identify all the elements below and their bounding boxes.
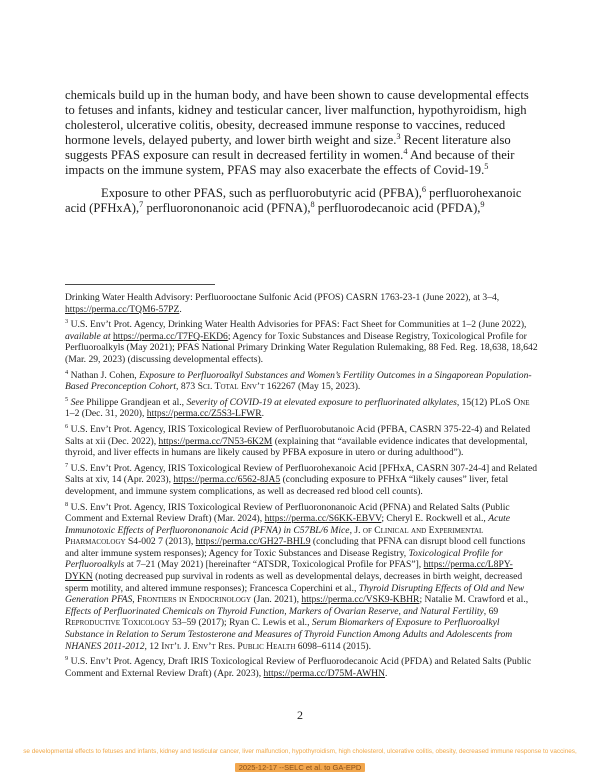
text-run: chemicals build up in the human body, and have been shown to cause developmental effects to fetuses and infants, kidney and testicular cancer, liver malfunction, hypothyroidism, high cholesterol, ulcerative colitis, obesity, decreased immune response to vaccines, reduced hormone levels, delayed puberty, and lower birth weight and size. xyxy=(65,88,529,147)
text-run: Thyroid Disrupting Effects of Old and New Generation PFAS xyxy=(65,582,525,606)
text-run: Exposure to other PFAS, such as perfluorobutyric acid (PFBA), xyxy=(101,186,422,200)
text-run: 4 xyxy=(65,368,69,376)
text-run: Acute Immunotoxic Effects of Perfluorononanoic Acid (PFNA) in C57BL/6 Mice xyxy=(65,513,511,536)
text-run: And because of their impacts on the immune system, PFAS may also exacerbate the effects of Covid-19. xyxy=(65,148,515,177)
text-run: 162267 (May 15, 2023). xyxy=(264,381,361,393)
text-run: 6 xyxy=(65,422,69,430)
text-run: Toxicological Profile for Perfluoroalkyls xyxy=(65,547,503,571)
text-run: (concluding that PFNA can disrupt blood cell functions and alter immune system responses); Agency for Toxic Substances and Disease Registry, xyxy=(65,536,526,559)
annotation-label[interactable]: 2025-12-17 --SELC et al. to GA-EPD xyxy=(235,763,366,772)
link[interactable]: https://perma.cc/T7FQ-EKD6 xyxy=(112,330,228,342)
text-run: 53–59 (2017); Ryan C. Lewis et al., xyxy=(169,617,312,629)
page-number: 2 xyxy=(297,708,303,722)
text-run: , xyxy=(132,594,138,606)
text-run: Severity of COVID-19 at elevated exposure to perfluorinated alkylates xyxy=(186,396,457,408)
text-run: 9 xyxy=(65,655,69,663)
text-run: Exposure to Perfluoroalkyl Substances and Women’s Fertility Outcomes in a Singaporean Population-Based Preconception Cohort xyxy=(65,369,532,393)
footnote-4 xyxy=(65,370,539,393)
text-run: perfluorononanoic acid (PFNA), xyxy=(143,201,311,215)
text-run: Effects of Perfluorinated Chemicals on Thyroid Function, Markers of Ovarian Reserve, and Natural Fertility xyxy=(65,605,484,617)
body-text-block xyxy=(65,88,538,216)
text-run: 3 xyxy=(65,318,69,325)
text-run: 5 xyxy=(65,395,69,403)
annotation-label-row xyxy=(0,757,600,776)
body-paragraph-1 xyxy=(65,88,538,178)
text-run: Frontiers in Endocrinology xyxy=(137,594,252,606)
text-run: ; Cheryl E. Rockwell et al., xyxy=(381,513,489,525)
text-run: . xyxy=(179,303,182,315)
text-run: Philippe Grandjean et al., xyxy=(83,396,187,408)
annotation-bar xyxy=(0,748,600,776)
text-run: Drinking Water Health Advisory: Perfluorooctane Sulfonic Acid (PFOS) CASRN 1763-23-1 (June 2022), at 3–4, xyxy=(65,292,500,303)
link[interactable]: https://perma.cc/D75M-AWHN xyxy=(263,667,386,679)
text-run: 5 xyxy=(484,161,489,171)
text-run: available at xyxy=(65,330,111,342)
text-run: Reproductive Toxicology xyxy=(65,617,170,629)
text-run: U.S. Env’t Prot. Agency, IRIS Toxicological Review of Perfluorononanoic Acid (PFNA) and Related Salts (Public Comment and External Review Draft) (Mar. 2024), xyxy=(65,501,510,525)
link[interactable]: https://perma.cc/VSK9-KBHR xyxy=(301,594,420,606)
link[interactable]: https://perma.cc/7N53-6K2M xyxy=(158,435,273,447)
link[interactable]: https://perma.cc/GH27-BHL9 xyxy=(195,536,311,548)
text-run: 4 xyxy=(403,146,408,156)
text-run: See xyxy=(70,396,84,408)
text-run: (noting decreased pup survival in rodents as well as developmental delays, decreases in birth weight, decreased sperm motility, and altered immune responses); Francesca Coperchini et al., xyxy=(65,571,523,594)
text-run: . xyxy=(261,408,265,420)
text-run: perfluorodecanoic acid (PFDA), xyxy=(314,201,481,215)
text-run: Sci. Total Env’t xyxy=(197,381,265,393)
text-run: 3 xyxy=(396,131,401,141)
text-run: U.S. Env’t Prot. Agency, Draft IRIS Toxicological Review of Perfluorodecanoic Acid (PFDA) and Related Salts (Public Comment and External Review Draft) (Apr. 2023), xyxy=(65,656,532,679)
text-run: ; Natalie M. Crawford et al., xyxy=(419,594,529,606)
link[interactable]: https://perma.cc/Z5S3-LFWR xyxy=(146,408,262,420)
text-run: U.S. Env’t Prot. Agency, Drinking Water Health Advisories for PFAS: Fact Sheet for Communities at 1–2 (June 2022), xyxy=(68,319,527,331)
text-run: , 69 xyxy=(483,605,499,617)
footnote-5 xyxy=(65,397,539,420)
text-run: at 7–21 (May 2021) [hereinafter “ATSDR, Toxicological Profile for PFAS”], xyxy=(124,559,424,571)
text-run: S4-002 7 (2013), xyxy=(125,536,196,548)
footnote-6 xyxy=(65,424,539,459)
text-run: . xyxy=(385,667,388,679)
footnote-7 xyxy=(65,463,539,498)
link[interactable]: https://perma.cc/L8PY-DYKN xyxy=(65,559,513,583)
text-run: 1–2 (Dec. 31, 2020), xyxy=(65,408,147,420)
footnote-2-continuation xyxy=(65,292,539,315)
link[interactable]: https://perma.cc/S6KK-EBVV xyxy=(264,513,382,525)
text-run: One xyxy=(513,396,530,408)
text-run: U.S. Env’t Prot. Agency, IRIS Toxicological Review of Perfluorobutanoic Acid (PFBA, CASRN 375-22-4) and Related Salts at xii (Dec. 2022), xyxy=(65,423,531,447)
text-run: 7 xyxy=(139,199,144,209)
link[interactable]: https://perma.cc/6562-8JA5 xyxy=(173,474,281,486)
text-run: 6098–6114 (2015). xyxy=(295,640,371,652)
text-run: Nathan J. Cohen, xyxy=(68,369,140,381)
footnote-separator xyxy=(65,284,215,285)
text-run: (explaining that “available evidence indicates that developmental, thyroid, and liver effects in humans are likely caused by PFBA exposure in utero or during adulthood”). xyxy=(65,435,528,459)
text-run: 9 xyxy=(480,199,485,209)
text-run: , J. xyxy=(349,524,363,536)
text-run: , 873 xyxy=(176,381,198,393)
text-run: (Jan. 2021), xyxy=(251,594,302,606)
text-run: Int’l J. Env’t Res. Public Health xyxy=(161,640,296,652)
text-run: 6 xyxy=(421,184,427,194)
text-run: U.S. Env’t Prot. Agency, IRIS Toxicological Review of Perfluorohexanoic Acid [PFHxA, CASRN 307-24-4] and Related Salts at xiv, 14 (Apr. 2023), xyxy=(65,462,538,486)
text-run: (concluding exposure to PFHxA “likely causes” liver, fetal development, and immune system complications, as well as decreased red blood cell counts). xyxy=(65,474,509,497)
text-run: 8 xyxy=(310,199,315,209)
footnote-3 xyxy=(65,319,539,365)
text-run: 7 xyxy=(65,461,69,469)
text-run: Recent literature also suggests PFAS exposure can result in decreased fertility in women. xyxy=(65,133,511,162)
footnotes-section xyxy=(65,284,539,683)
text-run: , 15(12) PLoS xyxy=(456,396,514,408)
text-run: perfluorohexanoic acid (PFHxA), xyxy=(65,186,522,215)
annotation-match-text: se developmental effects to fetuses and infants, kidney and testicular cancer, liver malfunction, hypothyroidism, high cholesterol, ulcerative colitis, obesity, decreased immune response to vaccines, xyxy=(23,748,577,755)
text-run: , 12 xyxy=(144,640,162,652)
footnote-8 xyxy=(65,502,539,653)
text-run: Serum Biomarkers of Exposure to Perfluoroalkyl Substance in Relation to Serum Testosterone and Measures of Thyroid Function Among Adults and Adolescents from NHANES 2011-2012 xyxy=(65,617,513,652)
text-run: 8 xyxy=(65,500,69,508)
text-run: of Clinical and Experimental Pharmacology xyxy=(65,524,484,548)
body-paragraph-2 xyxy=(65,186,538,216)
text-run: ; Agency for Toxic Substances and Disease Registry, Toxicological Profile for Perfluoroalkyls (May 2021); PFAS National Primary Drinking Water Regulation Rulemaking, 88 Fed. Reg. 18,638, 18,642 (Mar. 29, 2023) (discussing developmental effects). xyxy=(65,330,538,365)
link[interactable]: https://perma.cc/TQM6-57PZ xyxy=(65,303,180,315)
footnote-9 xyxy=(65,656,539,679)
